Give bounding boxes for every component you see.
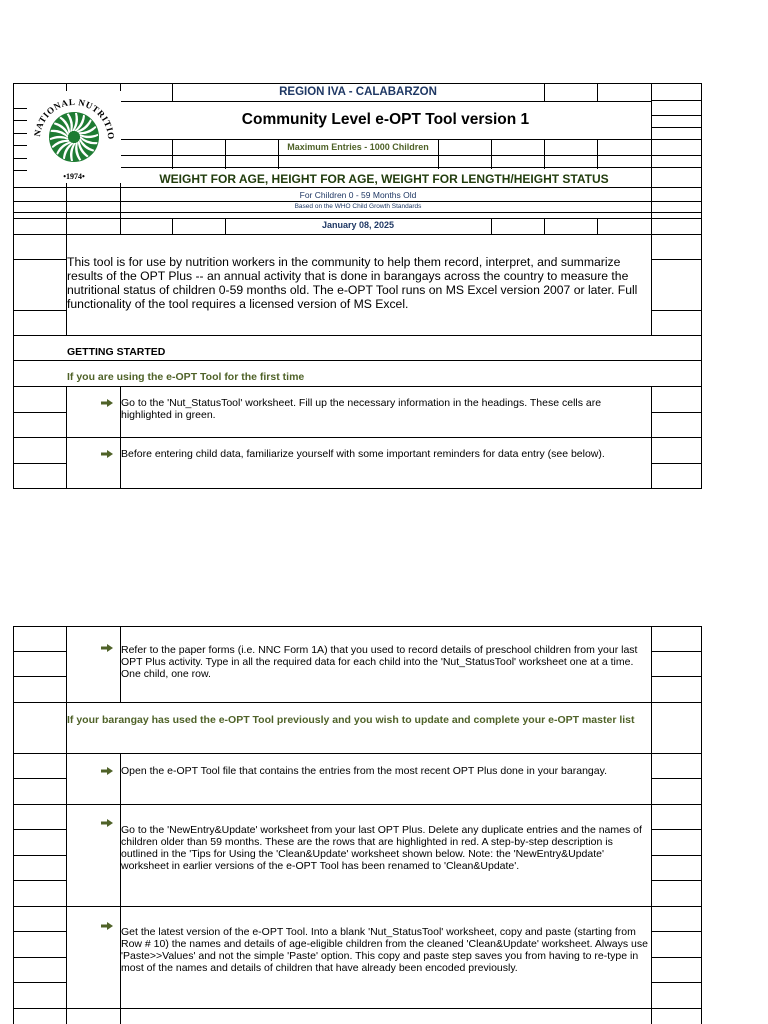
age-range-label: For Children 0 - 59 Months Old xyxy=(299,190,417,200)
sheet-page-1 xyxy=(13,83,702,489)
standard-label: Based on the WHO Child Growth Standards xyxy=(294,203,422,210)
max-entries-label: Maximum Entries - 1000 Children xyxy=(287,142,429,152)
step-nut-status-tool: Go to the 'Nut_StatusTool' worksheet. Fill up the necessary information in the headings. These cells are highlighted in green. xyxy=(121,397,602,421)
intro-paragraph: This tool is for use by nutrition workers in the community to help them record, interpret, and summarize results of the OPT Plus -- an annual activity that is done in barangays across the country to measure the nutritional status of children 0-59 months old. The e-OPT Tool runs on MS Excel version 2007 or later. Full functionality of the tool requires a licensed version of MS Excel. xyxy=(67,255,638,311)
arrow-right-icon xyxy=(101,767,113,775)
region-label: REGION IVA - CALABARZON xyxy=(279,86,437,98)
arrow-right-icon xyxy=(101,450,113,458)
sheet-page-2 xyxy=(13,626,702,1024)
getting-started-heading: GETTING STARTED xyxy=(67,346,166,358)
step-latest-version: Get the latest version of the e-OPT Tool. Into a blank 'Nut_StatusTool' worksheet, copy and paste (starting from Row # 10) the names and details of age-eligible children from the cleaned 'Clean&Update' worksheet. Always use 'Paste>>Values' and not the simple 'Paste' option. This copy and paste step saves you from having to re-type in most of the names and details of children that have already been encoded previously. xyxy=(121,926,648,974)
step-reminders: Before entering child data, familiarize yourself with some important reminders for data entry (see below). xyxy=(121,448,605,460)
page-title: Community Level e-OPT Tool version 1 xyxy=(241,111,530,128)
arrow-right-icon xyxy=(101,399,113,407)
arrow-right-icon xyxy=(101,644,113,652)
arrow-right-icon xyxy=(101,922,113,930)
update-heading: If your barangay has used the e-OPT Tool previously and you wish to update and complete your e-OPT master list xyxy=(67,714,635,726)
first-time-heading: If you are using the e-OPT Tool for the first time xyxy=(67,371,305,383)
date-label: January 08, 2025 xyxy=(321,220,395,230)
logo-text: NATIONAL NUTRITIO xyxy=(31,96,117,141)
status-title: WEIGHT FOR AGE, HEIGHT FOR AGE, WEIGHT FOR LENGTH/HEIGHT STATUS xyxy=(159,172,609,186)
step-clean-update: Go to the 'NewEntry&Update' worksheet from your last OPT Plus. Delete any duplicate entries and the names of children older than 59 months. These are the rows that are highlighted in red. A step-by-step description is outlined in the 'Tips for Using the 'Clean&Update' worksheet shown below. Note: the 'NewEntry&Update' worksheet in earlier versions of the e-OPT Tool has been renamed to 'Clean&Update'. xyxy=(121,824,642,872)
logo-year: •1974• xyxy=(63,172,85,181)
step-open-file: Open the e-OPT Tool file that contains the entries from the most recent OPT Plus done in your barangay. xyxy=(121,765,607,777)
step-paper-forms: Refer to the paper forms (i.e. NNC Form 1A) that you used to record details of preschool children from your last OPT Plus activity. Type in all the required data for each child into the 'Nut_StatusTool' worksheet one at a time. One child, one row. xyxy=(121,644,638,680)
nnc-logo xyxy=(27,91,121,183)
arrow-right-icon xyxy=(101,819,113,827)
